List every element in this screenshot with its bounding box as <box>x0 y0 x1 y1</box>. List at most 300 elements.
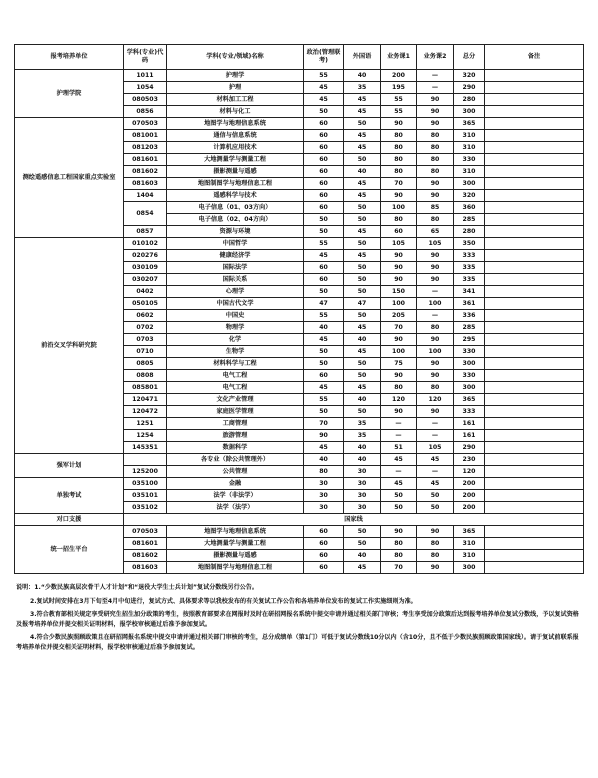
score-cell: 195 <box>381 82 417 94</box>
score-cell: 60 <box>304 526 344 538</box>
subject-name-cell: 中国古代文学 <box>167 298 304 310</box>
score-cell: 50 <box>304 286 344 298</box>
score-cell: 333 <box>454 250 485 262</box>
column-header: 政治(管理联考) <box>304 45 344 70</box>
score-cell: 230 <box>454 454 485 466</box>
remark-cell <box>485 370 584 382</box>
subject-code-cell: 010102 <box>124 238 167 250</box>
score-cell: 333 <box>454 406 485 418</box>
score-cell: 40 <box>344 454 381 466</box>
score-cell: 161 <box>454 418 485 430</box>
score-cell: 50 <box>344 286 381 298</box>
subject-code-cell: 030207 <box>124 274 167 286</box>
subject-code-cell: 081602 <box>124 166 167 178</box>
score-cell: 30 <box>304 502 344 514</box>
subject-code-cell: 020276 <box>124 250 167 262</box>
subject-code-cell: 035100 <box>124 478 167 490</box>
score-cell: 330 <box>454 346 485 358</box>
subject-code-cell: 1404 <box>124 190 167 202</box>
score-cell: 290 <box>454 442 485 454</box>
score-cell: 100 <box>417 346 454 358</box>
score-cell: 45 <box>344 226 381 238</box>
score-cell: 300 <box>454 382 485 394</box>
subject-code-cell: 1011 <box>124 70 167 82</box>
remark-cell <box>485 286 584 298</box>
subject-name-cell: 地图学与地理信息系统 <box>167 526 304 538</box>
score-cell: 90 <box>381 274 417 286</box>
score-cell: 50 <box>344 358 381 370</box>
score-cell: 30 <box>344 478 381 490</box>
score-cell: 285 <box>454 214 485 226</box>
remark-cell <box>485 466 584 478</box>
subject-name-cell: 电气工程 <box>167 370 304 382</box>
score-cell: 45 <box>304 382 344 394</box>
subject-name-cell: 心理学 <box>167 286 304 298</box>
subject-name-cell: 地图制图学与地理信息工程 <box>167 178 304 190</box>
score-cell: 45 <box>344 142 381 154</box>
subject-code-cell: 0854 <box>124 202 167 226</box>
score-cell: 80 <box>381 130 417 142</box>
remark-cell <box>485 238 584 250</box>
score-cell: 60 <box>304 190 344 202</box>
score-cell: 60 <box>304 142 344 154</box>
remark-cell <box>485 418 584 430</box>
score-cell: — <box>417 286 454 298</box>
score-cell: 55 <box>304 238 344 250</box>
remark-cell <box>485 490 584 502</box>
subject-name-cell: 国际关系 <box>167 274 304 286</box>
score-cell: 45 <box>417 454 454 466</box>
column-header: 学科(专业/领域)名称 <box>167 45 304 70</box>
subject-code-cell: 081603 <box>124 562 167 574</box>
subject-name-cell: 大地测量学与测量工程 <box>167 538 304 550</box>
score-cell: 40 <box>344 70 381 82</box>
subject-name-cell: 电气工程 <box>167 382 304 394</box>
score-cell: 47 <box>304 298 344 310</box>
score-cell: 45 <box>344 346 381 358</box>
remark-cell <box>485 526 584 538</box>
score-cell: 70 <box>304 418 344 430</box>
score-cell: 35 <box>344 82 381 94</box>
unit-name-cell: 测绘遥感信息工程国家重点实验室 <box>15 118 124 238</box>
score-cell: 310 <box>454 538 485 550</box>
score-cell: 200 <box>454 478 485 490</box>
table-row <box>15 118 584 130</box>
score-cell: 280 <box>454 226 485 238</box>
remark-cell <box>485 298 584 310</box>
score-cell: 45 <box>304 82 344 94</box>
subject-name-cell: 遥感科学与技术 <box>167 190 304 202</box>
score-cell: 90 <box>304 430 344 442</box>
subject-name-cell: 材料与化工 <box>167 106 304 118</box>
score-cell: 90 <box>417 178 454 190</box>
remark-cell <box>485 346 584 358</box>
score-cell: 45 <box>344 190 381 202</box>
score-cell: — <box>417 82 454 94</box>
score-cell: 80 <box>417 322 454 334</box>
remark-cell <box>485 550 584 562</box>
remark-cell <box>485 262 584 274</box>
subject-code-cell: 081603 <box>124 178 167 190</box>
subject-code-cell: 125200 <box>124 466 167 478</box>
subject-code-cell: 120472 <box>124 406 167 418</box>
column-header: 总分 <box>454 45 485 70</box>
column-header: 备注 <box>485 45 584 70</box>
score-cell: 45 <box>381 478 417 490</box>
remark-cell <box>485 478 584 490</box>
score-cell: 90 <box>417 274 454 286</box>
score-cell: 150 <box>381 286 417 298</box>
subject-code-cell: 1054 <box>124 82 167 94</box>
score-cell: 90 <box>381 118 417 130</box>
subject-name-cell: 公共管理 <box>167 466 304 478</box>
score-cell: 310 <box>454 130 485 142</box>
score-cell: 120 <box>381 394 417 406</box>
score-cell: 310 <box>454 142 485 154</box>
score-cell: 90 <box>381 406 417 418</box>
remark-cell <box>485 166 584 178</box>
score-cell: 200 <box>381 70 417 82</box>
score-cell: 65 <box>417 226 454 238</box>
subject-name-cell: 资源与环境 <box>167 226 304 238</box>
remark-cell <box>485 70 584 82</box>
score-cell: 45 <box>344 130 381 142</box>
score-cell: 50 <box>344 274 381 286</box>
score-cell: 80 <box>381 550 417 562</box>
score-cell: 50 <box>304 226 344 238</box>
score-cell: 90 <box>417 370 454 382</box>
remark-cell <box>485 214 584 226</box>
score-cell: 40 <box>344 166 381 178</box>
table-header-row <box>15 45 584 70</box>
score-cell: 120 <box>454 466 485 478</box>
note-paragraph: 3.符合教育部相关规定享受研究生招生加分政策的考生，按照教育部要求在网报时及时在研招网报名系统中提交申请并通过相关部门审核；考生享受加分政策后达到报考培养单位复试分数线，予以复试资格及报考培养单位并提交相关证明材料，报学校审核通过后准予参加复试。 <box>16 611 579 628</box>
score-cell: 300 <box>454 106 485 118</box>
score-cell: 60 <box>304 154 344 166</box>
score-cell: 55 <box>381 106 417 118</box>
score-cell: 45 <box>304 94 344 106</box>
score-cell: 100 <box>417 298 454 310</box>
score-cell: 45 <box>417 478 454 490</box>
unit-name-cell: 统一招生平台 <box>15 526 124 574</box>
table-row <box>15 454 584 466</box>
score-cell: 50 <box>344 238 381 250</box>
score-cell: — <box>381 466 417 478</box>
subject-name-cell: 数据科学 <box>167 442 304 454</box>
score-cell: 90 <box>417 106 454 118</box>
score-cell: 90 <box>417 526 454 538</box>
table-row <box>15 514 584 526</box>
subject-code-cell: 1251 <box>124 418 167 430</box>
score-cell: 45 <box>344 106 381 118</box>
unit-name-cell: 护理学院 <box>15 70 124 118</box>
score-cell: 90 <box>381 190 417 202</box>
score-cell: 60 <box>304 274 344 286</box>
score-cell: 60 <box>304 538 344 550</box>
score-cell: — <box>417 466 454 478</box>
score-cell: 45 <box>344 250 381 262</box>
score-cell: 365 <box>454 118 485 130</box>
score-cell: 50 <box>344 538 381 550</box>
subject-code-cell: 081601 <box>124 154 167 166</box>
score-cell: 50 <box>304 106 344 118</box>
subject-code-cell: 050105 <box>124 298 167 310</box>
score-table <box>14 44 584 574</box>
score-cell: 205 <box>381 310 417 322</box>
score-cell: 80 <box>381 166 417 178</box>
score-cell: 50 <box>344 310 381 322</box>
score-cell: 335 <box>454 262 485 274</box>
score-cell: 55 <box>304 70 344 82</box>
score-cell: 80 <box>417 142 454 154</box>
subject-name-cell: 法学（非法学） <box>167 490 304 502</box>
subject-code-cell: 081601 <box>124 538 167 550</box>
score-cell: 300 <box>454 358 485 370</box>
subject-code-cell: 085801 <box>124 382 167 394</box>
subject-name-cell: 摄影测量与遥感 <box>167 166 304 178</box>
subject-code-cell: 070503 <box>124 118 167 130</box>
remark-cell <box>485 562 584 574</box>
remark-cell <box>485 382 584 394</box>
subject-name-cell: 摄影测量与遥感 <box>167 550 304 562</box>
score-cell: 100 <box>381 346 417 358</box>
score-cell: 50 <box>344 526 381 538</box>
remark-cell <box>485 82 584 94</box>
remark-cell <box>485 190 584 202</box>
unit-name-cell: 强军计划 <box>15 454 124 478</box>
score-cell: 60 <box>304 178 344 190</box>
column-header: 业务课2 <box>417 45 454 70</box>
subject-code-cell: 120471 <box>124 394 167 406</box>
unit-name-cell: 对口支援 <box>15 514 124 526</box>
remark-cell <box>485 274 584 286</box>
score-cell: 365 <box>454 394 485 406</box>
score-cell: 50 <box>344 214 381 226</box>
unit-name-cell: 前沿交叉学科研究院 <box>15 238 124 454</box>
score-cell: 200 <box>454 502 485 514</box>
score-cell: 35 <box>344 418 381 430</box>
subject-name-cell: 护理学 <box>167 70 304 82</box>
score-cell: 40 <box>344 334 381 346</box>
score-cell: 50 <box>344 118 381 130</box>
score-cell: 80 <box>417 130 454 142</box>
subject-name-cell: 生物学 <box>167 346 304 358</box>
score-cell: 50 <box>381 490 417 502</box>
subject-name-cell: 化学 <box>167 334 304 346</box>
score-cell: 40 <box>304 322 344 334</box>
score-cell: 336 <box>454 310 485 322</box>
score-cell: 90 <box>417 190 454 202</box>
subject-code-cell: 0602 <box>124 310 167 322</box>
remark-cell <box>485 442 584 454</box>
score-cell: 35 <box>344 430 381 442</box>
score-cell: 90 <box>417 94 454 106</box>
score-cell: — <box>417 310 454 322</box>
score-cell: 90 <box>417 358 454 370</box>
subject-name-cell: 文化产业管理 <box>167 394 304 406</box>
subject-code-cell: 1254 <box>124 430 167 442</box>
score-cell: 45 <box>344 562 381 574</box>
remark-cell <box>485 406 584 418</box>
subject-name-cell: 材料加工工程 <box>167 94 304 106</box>
score-cell: 45 <box>304 442 344 454</box>
score-cell: 40 <box>344 550 381 562</box>
remark-cell <box>485 226 584 238</box>
subject-code-cell: 0805 <box>124 358 167 370</box>
subject-name-cell: 物理学 <box>167 322 304 334</box>
score-cell: 100 <box>381 298 417 310</box>
subject-code-cell: 081001 <box>124 130 167 142</box>
score-cell: 70 <box>381 178 417 190</box>
score-cell: 50 <box>304 358 344 370</box>
subject-code-cell: 070503 <box>124 526 167 538</box>
score-cell: 80 <box>304 466 344 478</box>
remark-cell <box>485 178 584 190</box>
remark-cell <box>485 358 584 370</box>
subject-name-cell: 大地测量学与测量工程 <box>167 154 304 166</box>
subject-code-cell: 035102 <box>124 502 167 514</box>
subject-code-cell: 0857 <box>124 226 167 238</box>
score-cell: 161 <box>454 430 485 442</box>
table-row <box>15 238 584 250</box>
score-cell: 80 <box>417 214 454 226</box>
score-cell: 30 <box>344 490 381 502</box>
score-cell: 70 <box>381 322 417 334</box>
score-cell: 90 <box>381 370 417 382</box>
score-cell: 45 <box>381 454 417 466</box>
score-cell: 40 <box>344 442 381 454</box>
score-cell: 45 <box>344 382 381 394</box>
remark-cell <box>485 202 584 214</box>
column-header: 学科(专业)代码 <box>124 45 167 70</box>
remark-cell <box>485 142 584 154</box>
score-cell: 40 <box>304 454 344 466</box>
score-cell: 45 <box>344 178 381 190</box>
score-cell: — <box>417 70 454 82</box>
column-header: 业务课1 <box>381 45 417 70</box>
subject-code-cell: 081203 <box>124 142 167 154</box>
subject-code-cell: 145351 <box>124 442 167 454</box>
score-cell: 300 <box>454 178 485 190</box>
remark-cell <box>485 310 584 322</box>
remark-cell <box>485 502 584 514</box>
score-cell: 335 <box>454 274 485 286</box>
subject-code-cell: 0702 <box>124 322 167 334</box>
score-cell: 365 <box>454 526 485 538</box>
subject-name-cell: 材料科学与工程 <box>167 358 304 370</box>
score-cell: 80 <box>381 382 417 394</box>
score-document <box>14 44 583 656</box>
remark-cell <box>485 94 584 106</box>
score-cell: 100 <box>381 202 417 214</box>
subject-name-cell: 电子信息（02、04方向） <box>167 214 304 226</box>
subject-name-cell: 计算机应用技术 <box>167 142 304 154</box>
score-cell: 40 <box>344 394 381 406</box>
score-cell: 80 <box>381 538 417 550</box>
subject-code-cell: 030109 <box>124 262 167 274</box>
subject-name-cell: 各专业（除公共管理外） <box>167 454 304 466</box>
score-cell: 290 <box>454 82 485 94</box>
score-cell: 90 <box>417 118 454 130</box>
score-cell: 295 <box>454 334 485 346</box>
score-cell: 45 <box>344 322 381 334</box>
subject-code-cell: 0402 <box>124 286 167 298</box>
subject-name-cell: 工商管理 <box>167 418 304 430</box>
subject-name-cell: 地图制图学与地理信息工程 <box>167 562 304 574</box>
score-cell: 50 <box>304 214 344 226</box>
remark-cell <box>485 250 584 262</box>
score-cell: 60 <box>304 550 344 562</box>
subject-name-cell: 金融 <box>167 478 304 490</box>
remark-cell <box>485 394 584 406</box>
score-cell: 55 <box>381 94 417 106</box>
score-cell: 90 <box>381 334 417 346</box>
note-paragraph: 说明：1.“少数民族高层次骨干人才计划”和“退役大学生士兵计划”复试分数线另行公告。 <box>16 584 258 591</box>
score-cell: 80 <box>417 154 454 166</box>
score-cell: 50 <box>381 502 417 514</box>
score-cell: 75 <box>381 358 417 370</box>
subject-name-cell: 中国史 <box>167 310 304 322</box>
table-row <box>15 526 584 538</box>
remark-cell <box>485 154 584 166</box>
score-cell: 45 <box>304 250 344 262</box>
score-cell: 105 <box>417 442 454 454</box>
remark-cell <box>485 538 584 550</box>
score-cell: 350 <box>454 238 485 250</box>
score-cell: 105 <box>381 238 417 250</box>
score-cell: 341 <box>454 286 485 298</box>
score-cell: 60 <box>304 202 344 214</box>
subject-name-cell: 旅游管理 <box>167 430 304 442</box>
score-cell: 55 <box>304 310 344 322</box>
score-cell: 50 <box>344 406 381 418</box>
remark-cell <box>485 106 584 118</box>
remark-cell <box>485 334 584 346</box>
table-row <box>15 70 584 82</box>
unit-name-cell: 单独考试 <box>15 478 124 514</box>
score-cell: 30 <box>304 478 344 490</box>
score-cell: 55 <box>304 394 344 406</box>
score-cell: 90 <box>381 526 417 538</box>
score-cell: — <box>417 418 454 430</box>
score-cell: 51 <box>381 442 417 454</box>
score-cell: 50 <box>344 154 381 166</box>
score-cell: 30 <box>344 466 381 478</box>
score-cell: 80 <box>417 550 454 562</box>
subject-name-cell: 法学（法学） <box>167 502 304 514</box>
note-paragraph: 4.符合少数民族照顾政策且在研招网报名系统中提交申请并通过相关部门审核的考生，总分成绩单（第1门）可低于复试分数线10分以内（含10分，且不低于少数民族照顾政策国家线）。请于复试前联系报考培养单位并提交相关证明材料，报学校审核通过后准予参加复试。 <box>16 634 579 651</box>
score-cell: 50 <box>304 406 344 418</box>
score-cell: 80 <box>381 214 417 226</box>
remark-cell <box>485 118 584 130</box>
score-cell: 285 <box>454 322 485 334</box>
score-cell: — <box>381 430 417 442</box>
subject-code-cell: 0710 <box>124 346 167 358</box>
column-header: 外国语 <box>344 45 381 70</box>
score-cell: 60 <box>304 262 344 274</box>
subject-name-cell: 电子信息（01、03方向） <box>167 202 304 214</box>
subject-name-cell: 国际法学 <box>167 262 304 274</box>
score-cell: — <box>417 430 454 442</box>
score-cell: 30 <box>344 502 381 514</box>
score-cell: 310 <box>454 166 485 178</box>
score-cell: 85 <box>417 202 454 214</box>
score-cell: 90 <box>417 250 454 262</box>
score-cell: 320 <box>454 70 485 82</box>
score-cell: 60 <box>304 166 344 178</box>
score-cell: 30 <box>304 490 344 502</box>
score-cell: 50 <box>344 202 381 214</box>
